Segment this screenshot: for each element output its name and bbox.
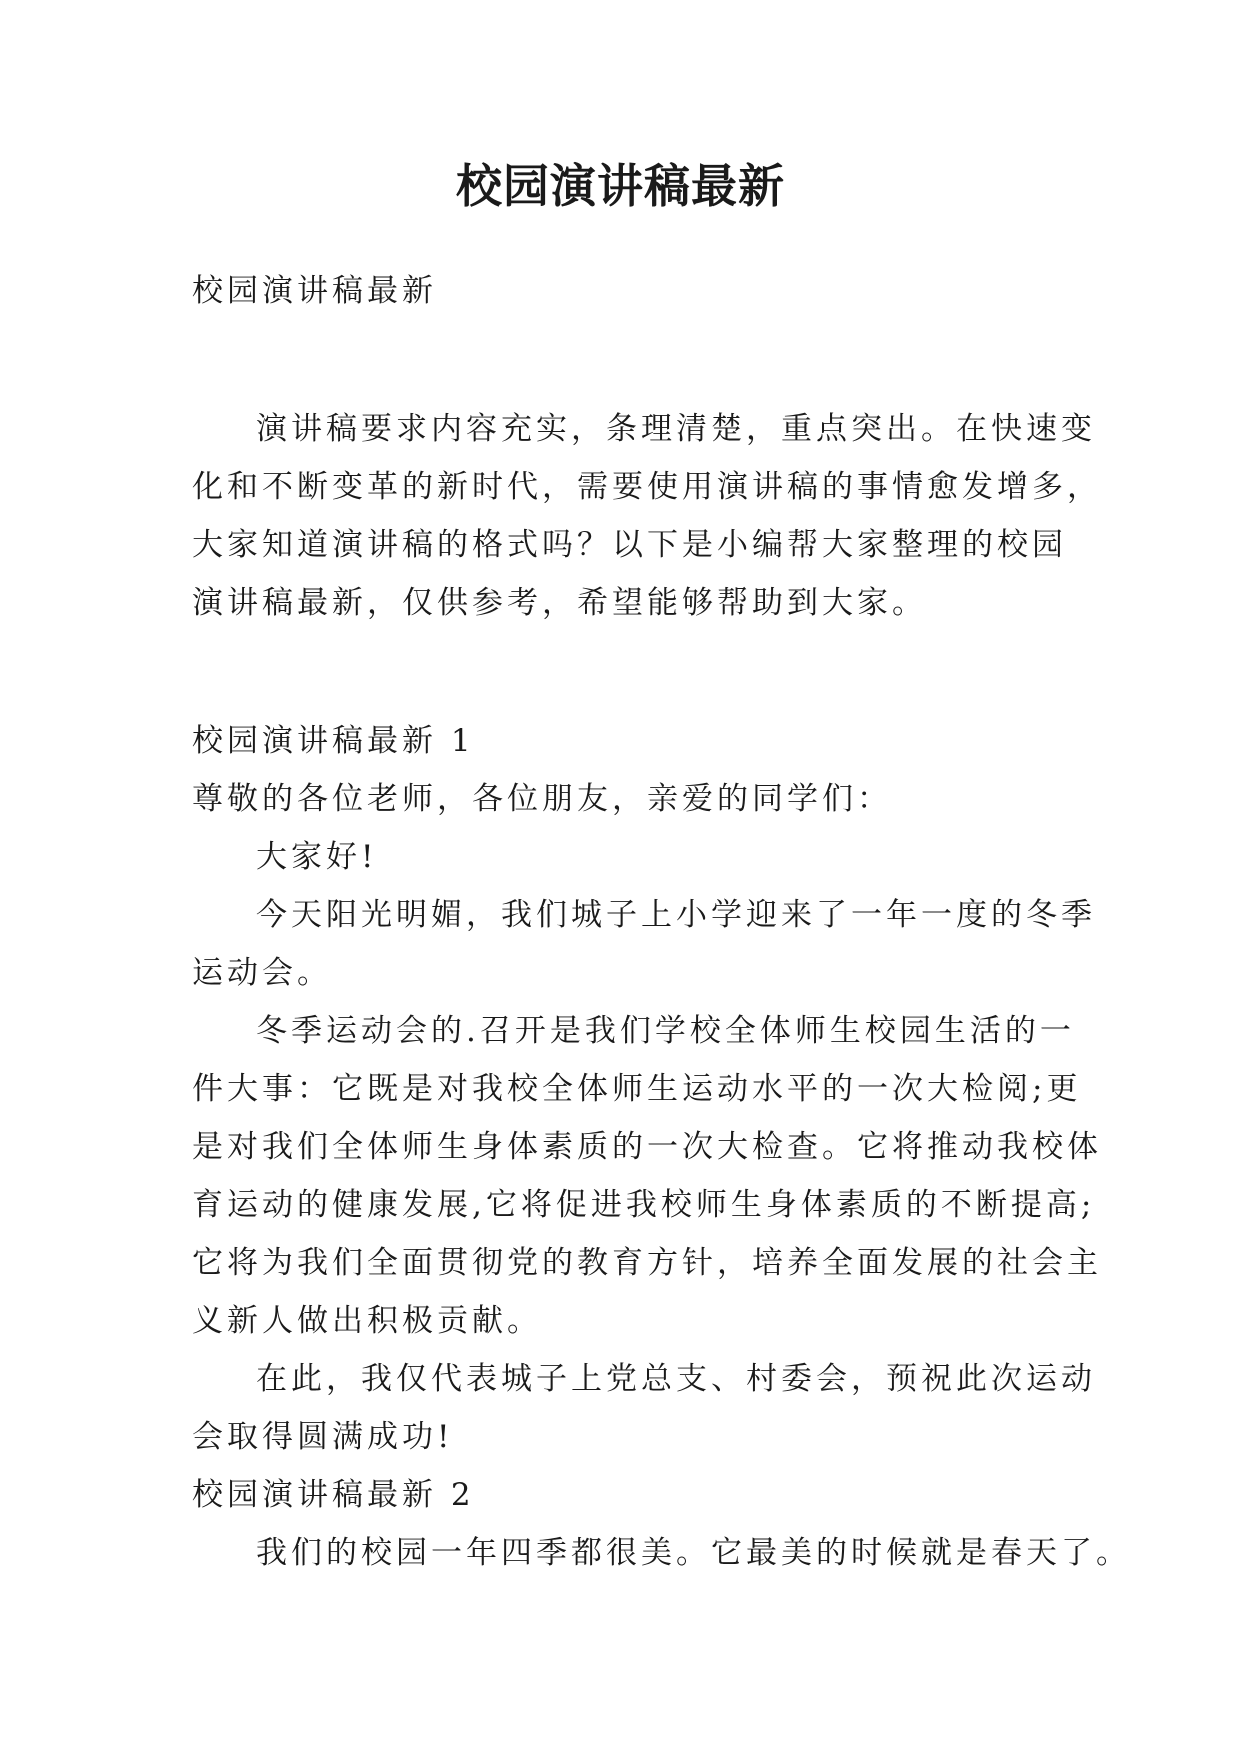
salutation: 尊敬的各位老师，各位朋友，亲爱的同学们： bbox=[192, 781, 892, 817]
paragraph-line: 运动会。 bbox=[192, 955, 332, 991]
paragraph-line: 它将为我们全面贯彻党的教育方针，培养全面发展的社会主 bbox=[192, 1245, 1102, 1281]
paragraph-line: 是对我们全体师生身体素质的一次大检查。它将推动我校体 bbox=[192, 1129, 1102, 1165]
intro-line: 化和不断变革的新时代，需要使用演讲稿的事情愈发增多， bbox=[192, 469, 1102, 505]
paragraph-line: 件大事：它既是对我校全体师生运动水平的一次大检阅;更 bbox=[192, 1071, 1082, 1107]
paragraph-line: 义新人做出积极贡献。 bbox=[192, 1303, 542, 1339]
paragraph-line: 冬季运动会的.召开是我们学校全体师生校园生活的一 bbox=[256, 1013, 1075, 1049]
intro-line: 大家知道演讲稿的格式吗？以下是小编帮大家整理的校园 bbox=[192, 527, 1067, 563]
document-subtitle: 校园演讲稿最新 bbox=[192, 273, 437, 309]
paragraph-line: 我们的校园一年四季都很美。它最美的时候就是春天了。 bbox=[256, 1535, 1131, 1571]
document-title: 校园演讲稿最新 bbox=[456, 159, 785, 213]
paragraph-line: 今天阳光明媚，我们城子上小学迎来了一年一度的冬季 bbox=[256, 897, 1096, 933]
paragraph-line: 在此，我仅代表城子上党总支、村委会，预祝此次运动 bbox=[256, 1361, 1096, 1397]
intro-line: 演讲稿要求内容充实，条理清楚，重点突出。在快速变 bbox=[256, 411, 1096, 447]
greeting: 大家好! bbox=[256, 839, 378, 875]
section-heading: 校园演讲稿最新 1 bbox=[192, 723, 475, 759]
paragraph-line: 会取得圆满成功! bbox=[192, 1419, 454, 1455]
paragraph-line: 育运动的健康发展,它将促进我校师生身体素质的不断提高; bbox=[192, 1187, 1096, 1223]
intro-line: 演讲稿最新，仅供参考，希望能够帮助到大家。 bbox=[192, 585, 927, 621]
section-heading: 校园演讲稿最新 2 bbox=[192, 1477, 475, 1513]
